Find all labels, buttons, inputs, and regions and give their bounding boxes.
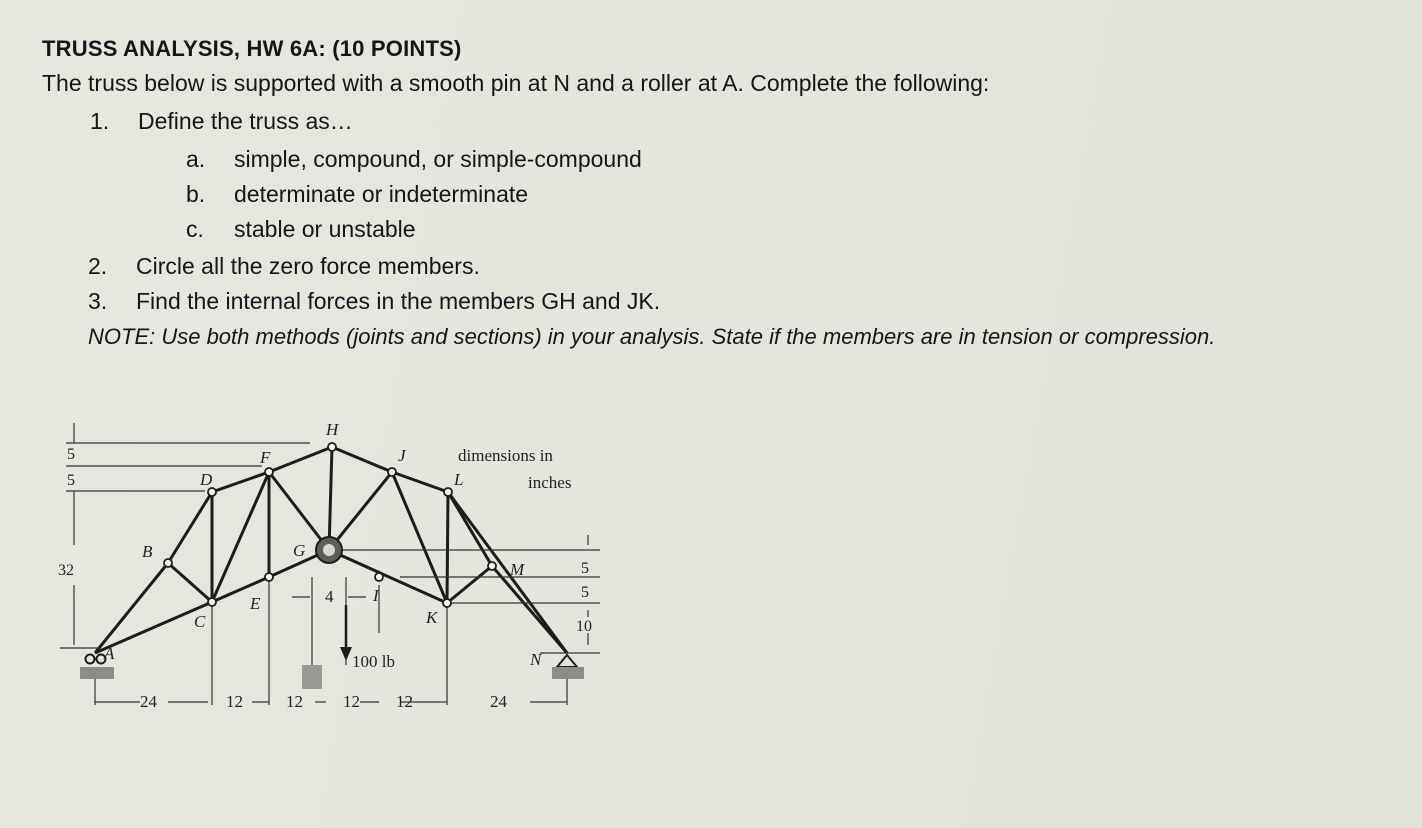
question-3: [88, 288, 660, 315]
h-dim-4: 12: [343, 692, 360, 711]
left-dim-1: 5: [67, 446, 75, 463]
sub-text: stable or unstable: [234, 216, 416, 242]
load-label: 100 lb: [352, 652, 395, 671]
h-dim-1: 24: [140, 692, 157, 711]
member-AB: [95, 563, 168, 653]
sub-text: determinate or indeterminate: [234, 181, 529, 207]
joint-label-E: E: [250, 594, 261, 613]
joint-label-B: B: [142, 542, 153, 561]
joint-label-J: J: [398, 446, 406, 465]
left-dim-2: 5: [67, 472, 75, 489]
member-CF: [212, 472, 269, 602]
truss-diagram: [40, 405, 620, 725]
member-FH: [269, 447, 332, 472]
joint-label-I: I: [373, 586, 379, 605]
right-dim-3: 10: [576, 618, 592, 635]
member-LM: [448, 492, 492, 566]
left-dim-3: 32: [58, 562, 74, 579]
joint-label-C: C: [194, 612, 206, 631]
right-dim-2: 5: [581, 584, 589, 601]
question-1: [90, 108, 353, 135]
question-text: Define the truss as…: [138, 108, 353, 134]
sub-letter: a.: [186, 146, 206, 172]
sub-letter: c.: [186, 216, 204, 242]
member-GJ: [329, 472, 392, 550]
member-KL: [447, 492, 448, 603]
question-text: Circle all the zero force members.: [136, 253, 480, 279]
h-dim-3: 12: [286, 692, 303, 711]
load-arrow: [340, 605, 352, 661]
joint-label-A: A: [104, 644, 115, 663]
question-number: 3.: [88, 288, 108, 314]
member-HJ: [332, 447, 392, 472]
joint-label-L: L: [454, 470, 464, 489]
joint-label-G: G: [293, 541, 306, 560]
intro-text: The truss below is supported with a smooth pin at N and a roller at A. Complete the following:: [42, 70, 990, 96]
question-1b: [186, 181, 528, 208]
member-KM: [447, 566, 492, 603]
right-dim-1: 5: [581, 560, 589, 577]
sub-letter: b.: [186, 181, 206, 207]
joint-label-M: M: [510, 560, 525, 579]
member-BD: [168, 492, 212, 563]
question-2: [88, 253, 480, 280]
pin-support-N: [552, 655, 584, 679]
member-LN: [448, 492, 567, 653]
member-BC: [168, 563, 212, 602]
question-text: Find the internal forces in the members GH and JK.: [136, 288, 661, 314]
question-number: 1.: [90, 108, 110, 134]
note-text: NOTE: Use both methods (joints and sections) in your analysis. State if the members are in tension or compression.: [88, 324, 1216, 349]
center-dim: 4: [325, 587, 334, 606]
question-1a: [186, 146, 642, 173]
h-dim-5: 12: [396, 692, 413, 711]
page-title: TRUSS ANALYSIS, HW 6A: (10 POINTS): [42, 36, 462, 61]
units-note-line2: inches: [528, 473, 572, 492]
sub-text: simple, compound, or simple-compound: [234, 146, 642, 172]
joint-label-K: K: [426, 608, 438, 627]
joint-label-H: H: [326, 420, 339, 439]
h-dim-2: 12: [226, 692, 243, 711]
member-FG: [269, 472, 329, 550]
column-stub: [302, 665, 322, 689]
member-GH: [329, 447, 332, 550]
joint-label-N: N: [530, 650, 542, 669]
joint-label-F: F: [260, 448, 271, 467]
joint-G-ring: [316, 537, 342, 563]
question-1c: [186, 216, 416, 243]
joint-label-D: D: [200, 470, 213, 489]
question-number: 2.: [88, 253, 108, 279]
h-dim-6: 24: [490, 692, 507, 711]
units-note-line1: dimensions in: [458, 446, 553, 465]
